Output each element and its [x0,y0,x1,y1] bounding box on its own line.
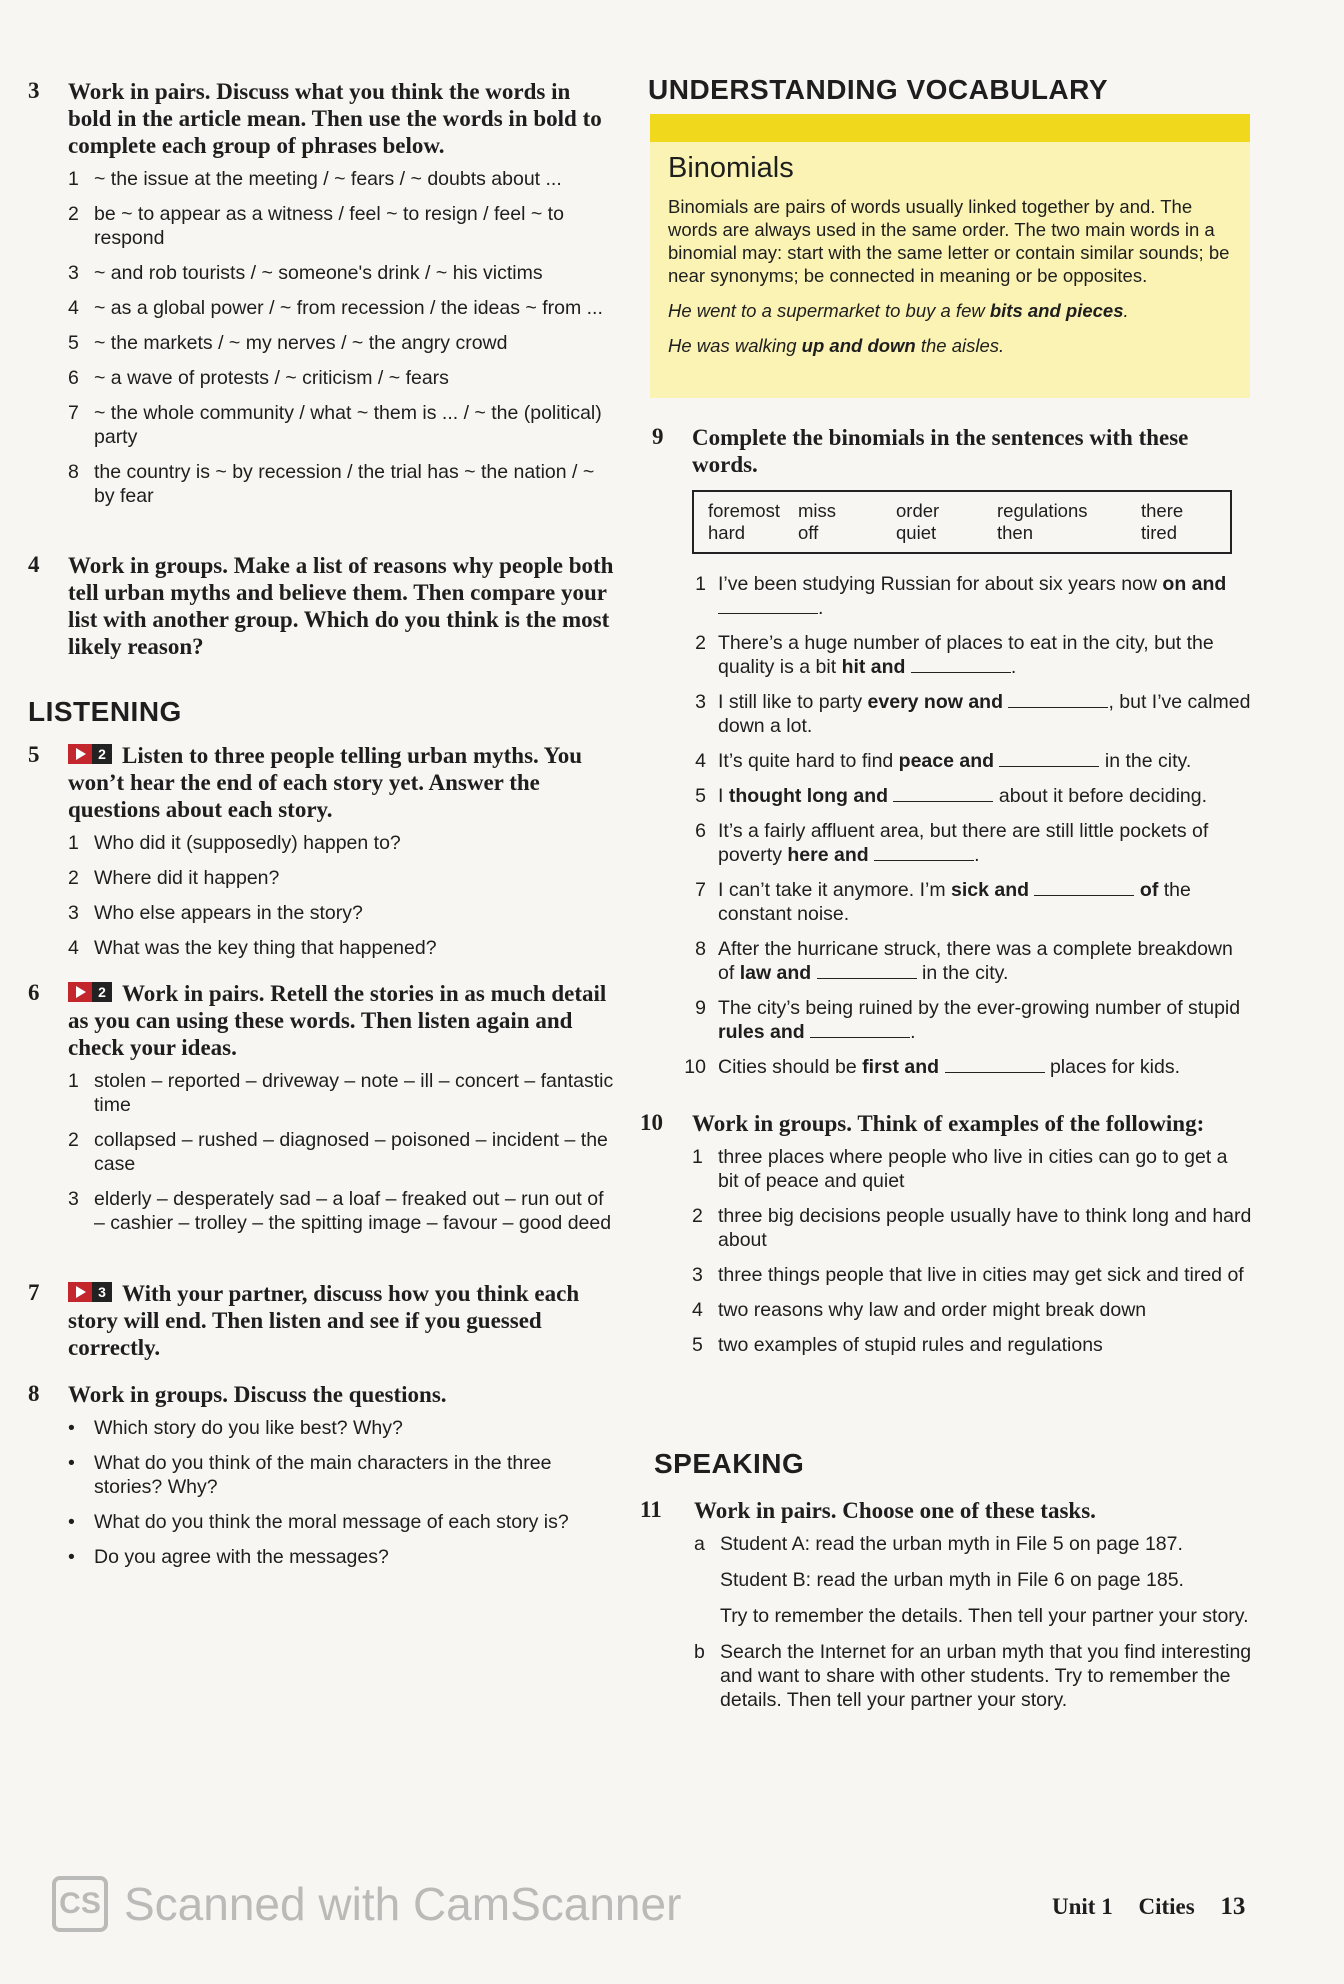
answer-blank[interactable] [911,656,1011,673]
word-box [692,490,1232,554]
camscanner-watermark [52,1876,681,1932]
list-item: 2 collapsed – rushed – diagnosed – poisoned – incident – the case [68,1129,608,1175]
list-item: 1 I’ve been studying Russian for about six years now on and . [695,573,1227,619]
exercise-number: 5 [28,742,40,767]
exercise-8 [28,1381,618,1580]
word: off [798,522,819,543]
exercise-number: 11 [640,1497,662,1522]
exercise-instruction: Work in pairs. Retell the stories in as much detail as you can using these words. Then listen again and check your ideas. [68,981,607,1060]
sentence-list [684,572,1252,1079]
box-example-1: He went to a supermarket to buy a few bits and pieces. [668,300,1129,321]
exercise-6 [28,980,618,1246]
list-item: 8 the country is ~ by recession / the trial has ~ the nation / ~ by fear [68,461,595,507]
exercise-instruction: Work in pairs. Choose one of these tasks. [694,1498,1096,1523]
unit-title: Cities [1138,1894,1195,1919]
list-item: 2 There’s a huge number of places to eat in the city, but the quality is a bit hit and . [695,632,1214,678]
list-item: • What do you think of the main characters in the three stories? Why? [68,1452,552,1498]
exercise-instruction: Work in groups. Discuss the questions. [68,1382,447,1407]
answer-blank[interactable] [1008,691,1108,708]
exercise-instruction: Work in groups. Think of examples of the following: [692,1111,1205,1136]
exercise-4 [28,552,618,660]
list-item: 5 I thought long and about it before deciding. [695,785,1208,807]
box-header-bar [650,114,1250,142]
list-item: • Which story do you like best? Why? [68,1417,403,1439]
answer-blank[interactable] [999,750,1099,767]
exercise-3 [28,78,618,519]
unit-label: Unit 1 [1052,1894,1113,1919]
word-list [68,1069,618,1235]
exercise-number: 10 [640,1110,663,1135]
answer-blank[interactable] [893,785,993,802]
task-a: a Student A: read the urban myth in File 5 on page 187. Student B: read the urban myth in File 6 on page 185. Try to remember the details. Then tell your partner your story. [694,1533,1249,1627]
exercise-number: 3 [28,78,40,103]
list-item: 4 What was the key thing that happened? [68,937,437,959]
answer-blank[interactable] [817,962,917,979]
exercise-instruction: Work in pairs. Discuss what you think the words in bold in the article mean. Then use the words in bold to complete each group of phrases below. [68,79,602,158]
exercise-10 [640,1110,1252,1368]
exercise-instruction: Work in groups. Make a list of reasons why people both tell urban myths and believe them. Then compare your list with another group. Which do you think is the most likely reason? [68,553,614,659]
list-item: 1 ~ the issue at the meeting / ~ fears / ~ doubts about ... [68,168,562,190]
list-item: 3 elderly – desperately sad – a loaf – freaked out – run out of – cashier – trolley – the spitting image – favour – good deed [68,1188,612,1234]
camscanner-logo-icon: CS [52,1876,108,1932]
section-title-listening: LISTENING [28,696,182,727]
list-item: 2 Where did it happen? [68,867,280,889]
exercise-instruction: With your partner, discuss how you think each story will end. Then listen and see if you guessed correctly. [68,1281,580,1360]
list-item: 9 The city’s being ruined by the ever-growing number of stupid rules and . [695,997,1241,1043]
box-example-2: He was walking up and down the aisles. [668,335,1005,356]
exercise-7 [28,1280,618,1361]
list-item: 4 ~ as a global power / ~ from recession / the ideas ~ from ... [68,297,603,319]
list-item: 8 After the hurricane struck, there was a complete breakdown of law and in the city. [695,938,1233,984]
prompt-list [692,1145,1252,1357]
list-item: 3 I still like to party every now and , but I’ve calmed down a lot. [695,691,1251,737]
section-title-vocabulary: UNDERSTANDING VOCABULARY [648,74,1108,105]
answer-blank[interactable] [1034,879,1134,896]
list-item: 2 be ~ to appear as a witness / feel ~ to resign / feel ~ to respond [68,203,564,249]
answer-blank[interactable] [874,844,974,861]
word: regulations [997,500,1088,521]
list-item: 5 two examples of stupid rules and regulations [692,1334,1103,1356]
word: miss [798,500,837,521]
page-footer [1052,1893,1245,1921]
list-item: 1 Who did it (supposedly) happen to? [68,832,401,854]
word: quiet [896,522,937,543]
list-item: 3 three things people that live in cities may get sick and tired of [692,1264,1244,1286]
exercise-number: 7 [28,1280,40,1305]
bullet-list [68,1416,618,1569]
list-item: 7 ~ the whole community / what ~ them is ... / ~ the (political) party [68,402,602,448]
list-item: • Do you agree with the messages? [68,1546,389,1568]
exercise-number: 9 [652,424,664,449]
list-item: 3 ~ and rob tourists / ~ someone's drink / ~ his victims [68,262,543,284]
exercise-11 [640,1497,1252,1712]
list-item: • What do you think the moral message of each story is? [68,1511,569,1533]
binomials-box [650,114,1250,398]
exercise-5 [28,742,618,971]
list-item: 1 three places where people who live in cities can go to get a bit of peace and quiet [692,1146,1228,1192]
watermark-text: Scanned with CamScanner [124,1878,682,1930]
word: there [1141,500,1184,521]
audio-track-icon[interactable]: 2 [68,982,116,1004]
list-item: 5 ~ the markets / ~ my nerves / ~ the angry crowd [68,332,508,354]
exercise-instruction: Complete the binomials in the sentences with these words. [692,425,1189,477]
list-item: 4 It’s quite hard to find peace and in the city. [695,750,1192,772]
box-body: Binomials are pairs of words usually linked together by and. The words are always used in the same order. The two main words in a binomial may: start with the same letter or contain similar sounds; be near synonyms; be connected in meaning or be opposites. [668,196,1230,286]
word: tired [1141,522,1177,543]
question-list [68,831,618,960]
phrase-list [68,167,618,508]
answer-blank[interactable] [718,597,818,614]
exercise-instruction: Listen to three people telling urban myths. You won’t hear the end of each story yet. Answer the questions about each story. [68,743,583,822]
list-item: 10 Cities should be first and places for kids. [684,1056,1181,1078]
list-item: 2 three big decisions people usually have to think long and hard about [692,1205,1252,1251]
audio-track-icon[interactable]: 2 [68,744,116,766]
word: then [997,522,1034,543]
exercise-number: 4 [28,552,40,577]
list-item: 3 Who else appears in the story? [68,902,363,924]
word: hard [708,522,746,543]
word: foremost [708,500,780,521]
answer-blank[interactable] [945,1056,1045,1073]
list-item: 6 It’s a fairly affluent area, but there are still little pockets of poverty here and . [695,820,1209,866]
exercise-number: 6 [28,980,40,1005]
list-item: 6 ~ a wave of protests / ~ criticism / ~ fears [68,367,449,389]
page-number: 13 [1220,1893,1246,1920]
exercise-9 [652,424,1252,1090]
task-b: b Search the Internet for an urban myth that you find interesting and want to share with other students. Try to remember the details. Then tell your partner your story. [694,1641,1252,1711]
answer-blank[interactable] [810,1021,910,1038]
box-title: Binomials [668,152,794,184]
section-title-speaking: SPEAKING [654,1448,805,1479]
list-item: 1 stolen – reported – driveway – note – ill – concert – fantastic time [68,1070,614,1116]
exercise-number: 8 [28,1381,40,1406]
audio-track-icon[interactable]: 3 [68,1282,116,1304]
list-item: 7 I can’t take it anymore. I’m sick and of the constant noise. [695,879,1191,925]
word: order [896,500,940,521]
list-item: 4 two reasons why law and order might break down [692,1299,1147,1321]
